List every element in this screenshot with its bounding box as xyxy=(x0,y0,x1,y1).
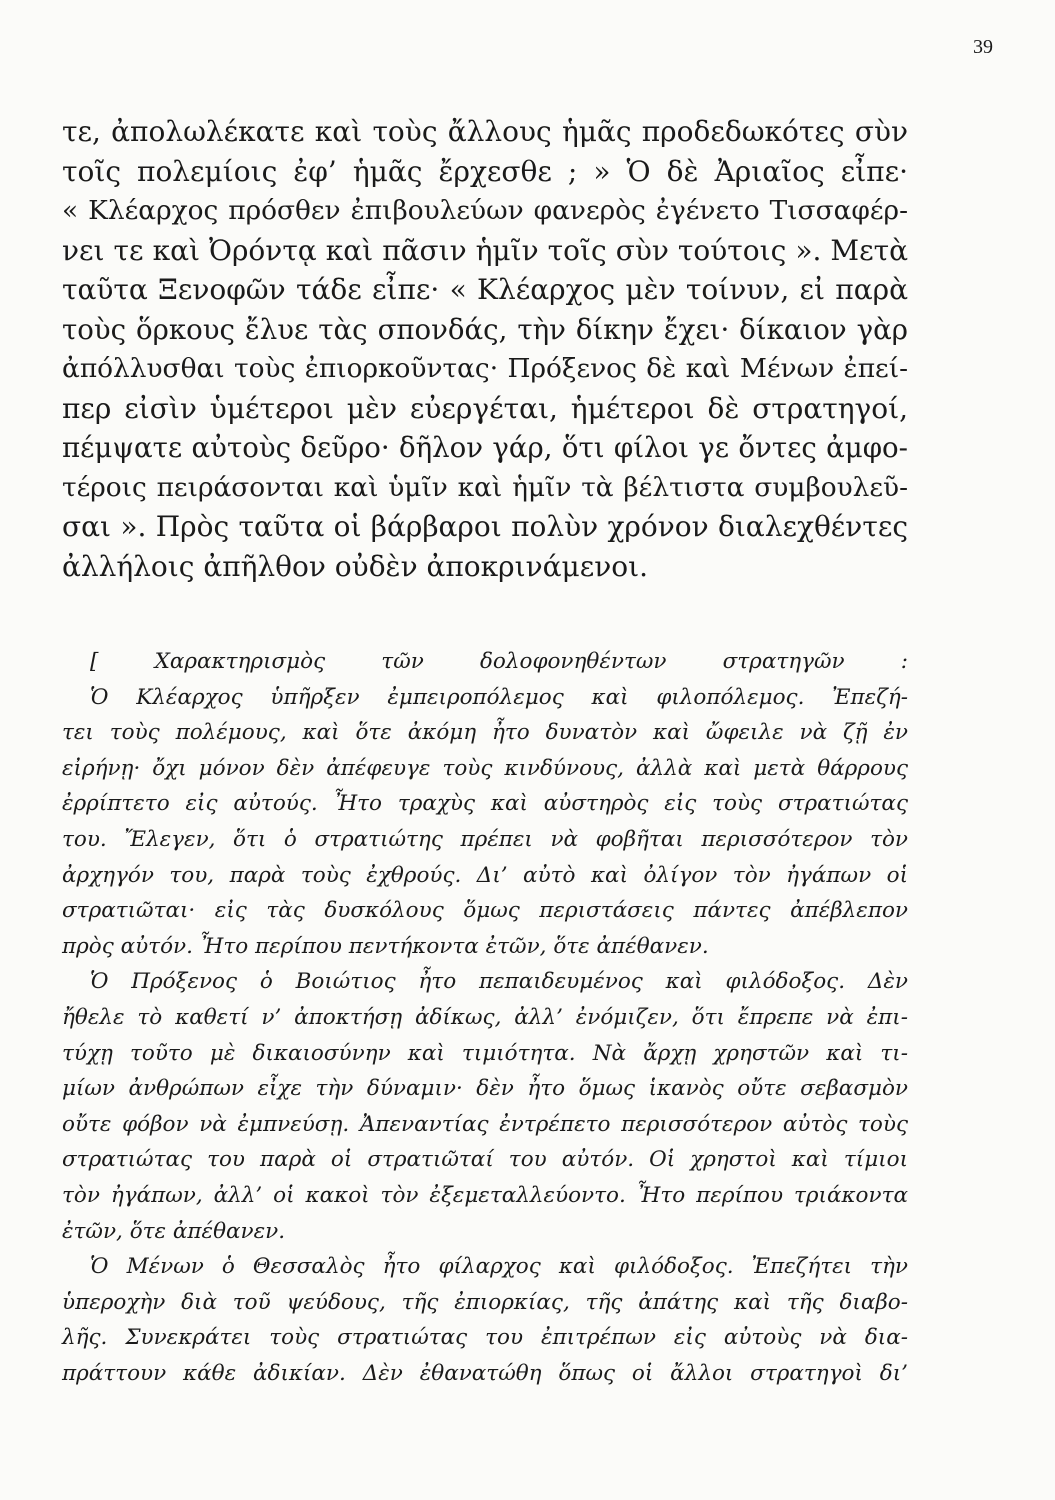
commentary-line: τύχῃ τοῦτο μὲ δικαιοσύνην καὶ τιμιότητα. Νὰ ἄρχῃ χρηστῶν καὶ τι- xyxy=(62,1040,908,1066)
main-text-line: τέροις πειράσονται καὶ ὑμῖν καὶ ἡμῖν τὰ βέλτιστα συμβουλεῦ- xyxy=(62,471,908,503)
commentary-line: του. Ἔλεγεν, ὅτι ὁ στρατιώτης πρέπει νὰ φοβῆται περισσότερον τὸν xyxy=(62,826,908,852)
commentary-line: ὑπεροχὴν διὰ τοῦ ψεύδους, τῆς ἐπιορκίας, τῆς ἀπάτης καὶ τῆς διαβο- xyxy=(62,1289,908,1315)
commentary-line: τει τοὺς πολέμους, καὶ ὅτε ἀκόμη ἦτο δυνατὸν καὶ ὤφειλε νὰ ζῇ ἐν xyxy=(62,720,908,746)
main-text-line: σαι ». Πρὸς ταῦτα οἱ βάρβαροι πολὺν χρόνον διαλεχθέντες xyxy=(62,510,908,543)
commentary-line: ἐτῶν, ὅτε ἀπέθανεν. xyxy=(62,1218,286,1244)
commentary-line: Ὁ Κλέαρχος ὑπῆρξεν ἐμπειροπόλεμος καὶ φιλοπόλεμος. Ἐπεζή- xyxy=(90,684,908,710)
commentary-line: ἀρχηγόν του, παρὰ τοὺς ἐχθρούς. Δι’ αὐτὸ καὶ ὀλίγον τὸν ἠγάπων οἱ xyxy=(62,862,908,888)
commentary-line: λῆς. Συνεκράτει τοὺς στρατιώτας του ἐπιτρέπων εἰς αὐτοὺς νὰ δια- xyxy=(62,1325,908,1351)
commentary-line: πράττουν κάθε ἀδικίαν. Δὲν ἐθανατώθη ὅπως οἱ ἄλλοι στρατηγοὶ δι’ xyxy=(62,1360,908,1386)
main-text-line: πέμψατε αὐτοὺς δεῦρο· δῆλον γάρ, ὅτι φίλοι γε ὄντες ἀμφο- xyxy=(62,431,908,464)
main-text-line: ἀπόλλυσθαι τοὺς ἐπιορκοῦντας· Πρόξενος δὲ καὶ Μένων ἐπεί- xyxy=(62,353,908,384)
page-number: 39 xyxy=(973,36,993,58)
commentary-line: Ὁ Πρόξενος ὁ Βοιώτιος ἦτο πεπαιδευμένος καὶ φιλόδοξος. Δὲν xyxy=(90,969,908,995)
main-text-line: « Κλέαρχος πρόσθεν ἐπιβουλεύων φανερὸς ἐγένετο Τισσαφέρ- xyxy=(62,195,908,226)
commentary-line: μίων ἀνθρώπων εἶχε τὴν δύναμιν· δὲν ἦτο ὅμως ἱκανὸς οὔτε σεβασμὸν xyxy=(62,1076,908,1102)
main-text-line: περ εἰσὶν ὑμέτεροι μὲν εὐεργέται, ἡμέτεροι δὲ στρατηγοί, xyxy=(62,391,908,425)
main-text-line: τε, ἀπολωλέκατε καὶ τοὺς ἄλλους ἡμᾶς προδεδωκότες σὺν xyxy=(62,115,908,148)
commentary-line: τὸν ἠγάπων, ἀλλ’ οἱ κακοὶ τὸν ἐξεμεταλλεύοντο. Ἦτο περίπου τριάκοντα xyxy=(62,1182,908,1208)
main-text-line: τοὺς ὅρκους ἔλυε τὰς σπονδάς, τὴν δίκην ἔχει· δίκαιον γὰρ xyxy=(62,312,908,346)
main-text-line: ταῦτα Ξενοφῶν τάδε εἶπε· « Κλέαρχος μὲν τοίνυν, εἰ παρὰ xyxy=(62,273,908,306)
commentary-block xyxy=(62,644,908,1391)
commentary-line: εἰρήνῃ· ὄχι μόνον δὲν ἀπέφευγε τοὺς κινδύνους, ἀλλὰ καὶ μετὰ θάρρους xyxy=(62,755,908,781)
commentary-line: ἐρρίπτετο εἰς αὐτούς. Ἦτο τραχὺς καὶ αὐστηρὸς εἰς τοὺς στρατιώτας xyxy=(62,791,908,817)
commentary-line: [ Χαρακτηρισμὸς τῶν δολοφονηθέντων στρατηγῶν : xyxy=(90,649,908,674)
commentary-line: Ὁ Μένων ὁ Θεσσαλὸς ἦτο φίλαρχος καὶ φιλόδοξος. Ἐπεζήτει τὴν xyxy=(90,1254,908,1280)
main-text-line: τοῖς πολεμίοις ἐφ’ ἡμᾶς ἔρχεσθε ; » Ὁ δὲ Ἀριαῖος εἶπε· xyxy=(62,154,908,188)
commentary-line: ἤθελε τὸ καθετί ν’ ἀποκτήσῃ ἀδίκως, ἀλλ’ ἐνόμιζεν, ὅτι ἔπρεπε νὰ ἐπι- xyxy=(62,1004,908,1030)
commentary-line: πρὸς αὐτόν. Ἦτο περίπου πεντήκοντα ἐτῶν, ὅτε ἀπέθανεν. xyxy=(62,933,709,959)
commentary-line: στρατιώτας του παρὰ οἱ στρατιῶταί του αὐτόν. Οἱ χρηστοὶ καὶ τίμιοι xyxy=(62,1147,908,1173)
main-text-line: νει τε καὶ Ὀρόντᾳ καὶ πᾶσιν ἡμῖν τοῖς σὺν τούτοις ». Μετὰ xyxy=(62,233,908,267)
commentary-line: οὔτε φόβον νὰ ἐμπνεύσῃ. Ἀπεναντίας ἐντρέπετο περισσότερον αὐτὸς τοὺς xyxy=(62,1111,908,1137)
main-text-line: ἀλλήλοις ἀπῆλθον οὐδὲν ἀποκρινάμενοι. xyxy=(62,549,648,583)
commentary-line: στρατιῶται· εἰς τὰς δυσκόλους ὅμως περιστάσεις πάντες ἀπέβλεπον xyxy=(62,898,908,924)
main-text-block xyxy=(62,112,908,586)
